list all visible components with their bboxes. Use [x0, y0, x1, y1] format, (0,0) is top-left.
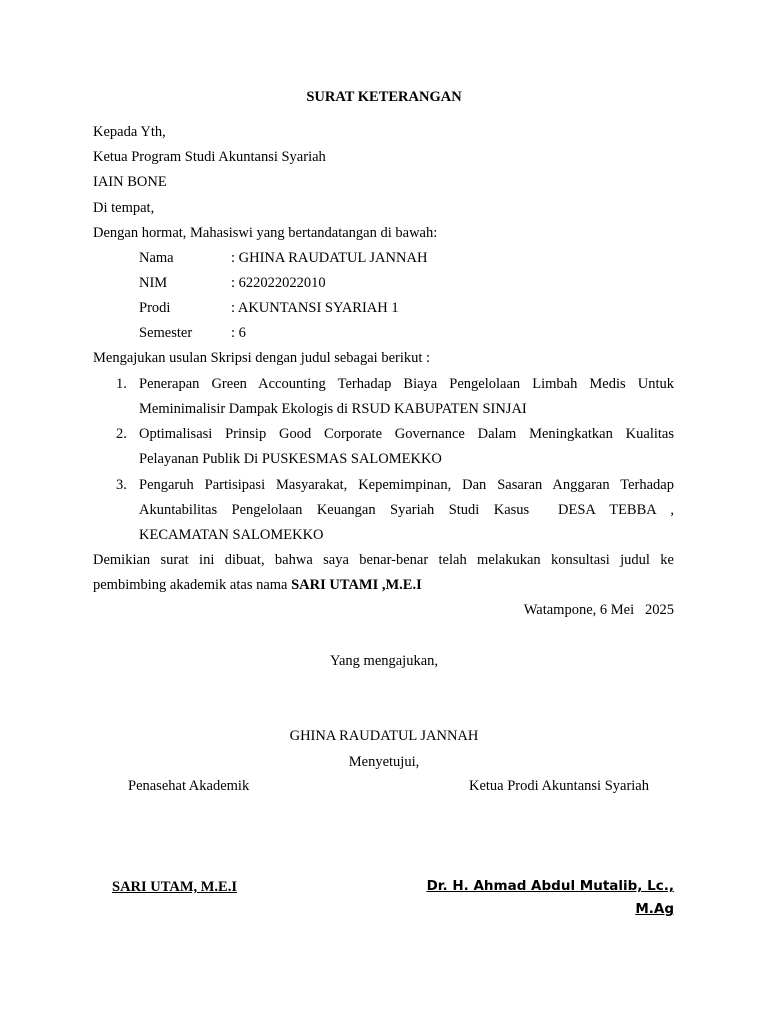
title-number-3: 3. [116, 477, 127, 493]
closing-line-1: Demikian surat ini dibuat, bahwa saya benar-benar telah melakukan konsultasi judul ke [93, 552, 674, 568]
recipient-line-1: Kepada Yth, [93, 124, 166, 140]
student-value-name: : GHINA RAUDATUL JANNAH [231, 250, 428, 266]
applicant-label: Yang mengajukan, [329, 653, 439, 669]
title-number-2: 2. [116, 426, 127, 442]
title-1-line-2: Meminimalisir Dampak Ekologis di RSUD KABUPATEN SINJAI [139, 401, 527, 417]
student-label-prodi: Prodi [139, 300, 171, 316]
proposal-intro: Mengajukan usulan Skripsi dengan judul sebagai berikut : [93, 350, 431, 366]
title-3-line-1: Pengaruh Partisipasi Masyarakat, Kepemimpinan, Dan Sasaran Anggaran Terhadap [139, 477, 674, 493]
title-2-line-2: Pelayanan Publik Di PUSKESMAS SALOMEKKO [139, 451, 442, 467]
title-number-1: 1. [116, 376, 127, 392]
title-1-line-1: Penerapan Green Accounting Terhadap Biaya Pengelolaan Limbah Medis Untuk [139, 376, 674, 392]
title-3-line-2: Akuntabilitas Pengelolaan Keuangan Syariah Studi Kasus DESA TEBBA , [139, 502, 674, 518]
place-date: Watampone, 6 Mei 2025 [523, 602, 674, 618]
head-signature-name-line-2: M.Ag [635, 901, 674, 917]
head-role: Ketua Prodi Akuntansi Syariah [468, 778, 649, 794]
student-value-semester: : 6 [231, 325, 246, 341]
student-label-semester: Semester [139, 325, 193, 341]
student-value-nim: : 622022022010 [231, 275, 326, 291]
student-value-prodi: : AKUNTANSI SYARIAH 1 [231, 300, 399, 316]
recipient-line-2: Ketua Program Studi Akuntansi Syariah [93, 149, 326, 165]
advisor-name-inline: SARI UTAMI ,M.E.I [291, 577, 422, 593]
closing-line-2 [93, 578, 422, 593]
recipient-line-4: Di tempat, [93, 200, 155, 216]
title-2-line-1: Optimalisasi Prinsip Good Corporate Governance Dalam Meningkatkan Kualitas [139, 426, 674, 442]
advisor-signature-name: SARI UTAM, M.E.I [112, 879, 237, 895]
applicant-name: GHINA RAUDATUL JANNAH [289, 728, 479, 744]
closing-prefix: pembimbing akademik atas nama [93, 577, 292, 593]
title-3-line-3: KECAMATAN SALOMEKKO [139, 527, 324, 543]
approval-label: Menyetujui, [348, 754, 420, 770]
head-signature-name-line-1: Dr. H. Ahmad Abdul Mutalib, Lc., [426, 878, 674, 894]
recipient-line-3: IAIN BONE [93, 174, 167, 190]
advisor-role: Penasehat Akademik [128, 778, 250, 794]
greeting: Dengan hormat, Mahasiswi yang bertandatangan di bawah: [93, 225, 438, 241]
student-label-name: Nama [139, 250, 174, 266]
student-label-nim: NIM [139, 275, 168, 291]
letter-title: SURAT KETERANGAN [306, 89, 462, 105]
